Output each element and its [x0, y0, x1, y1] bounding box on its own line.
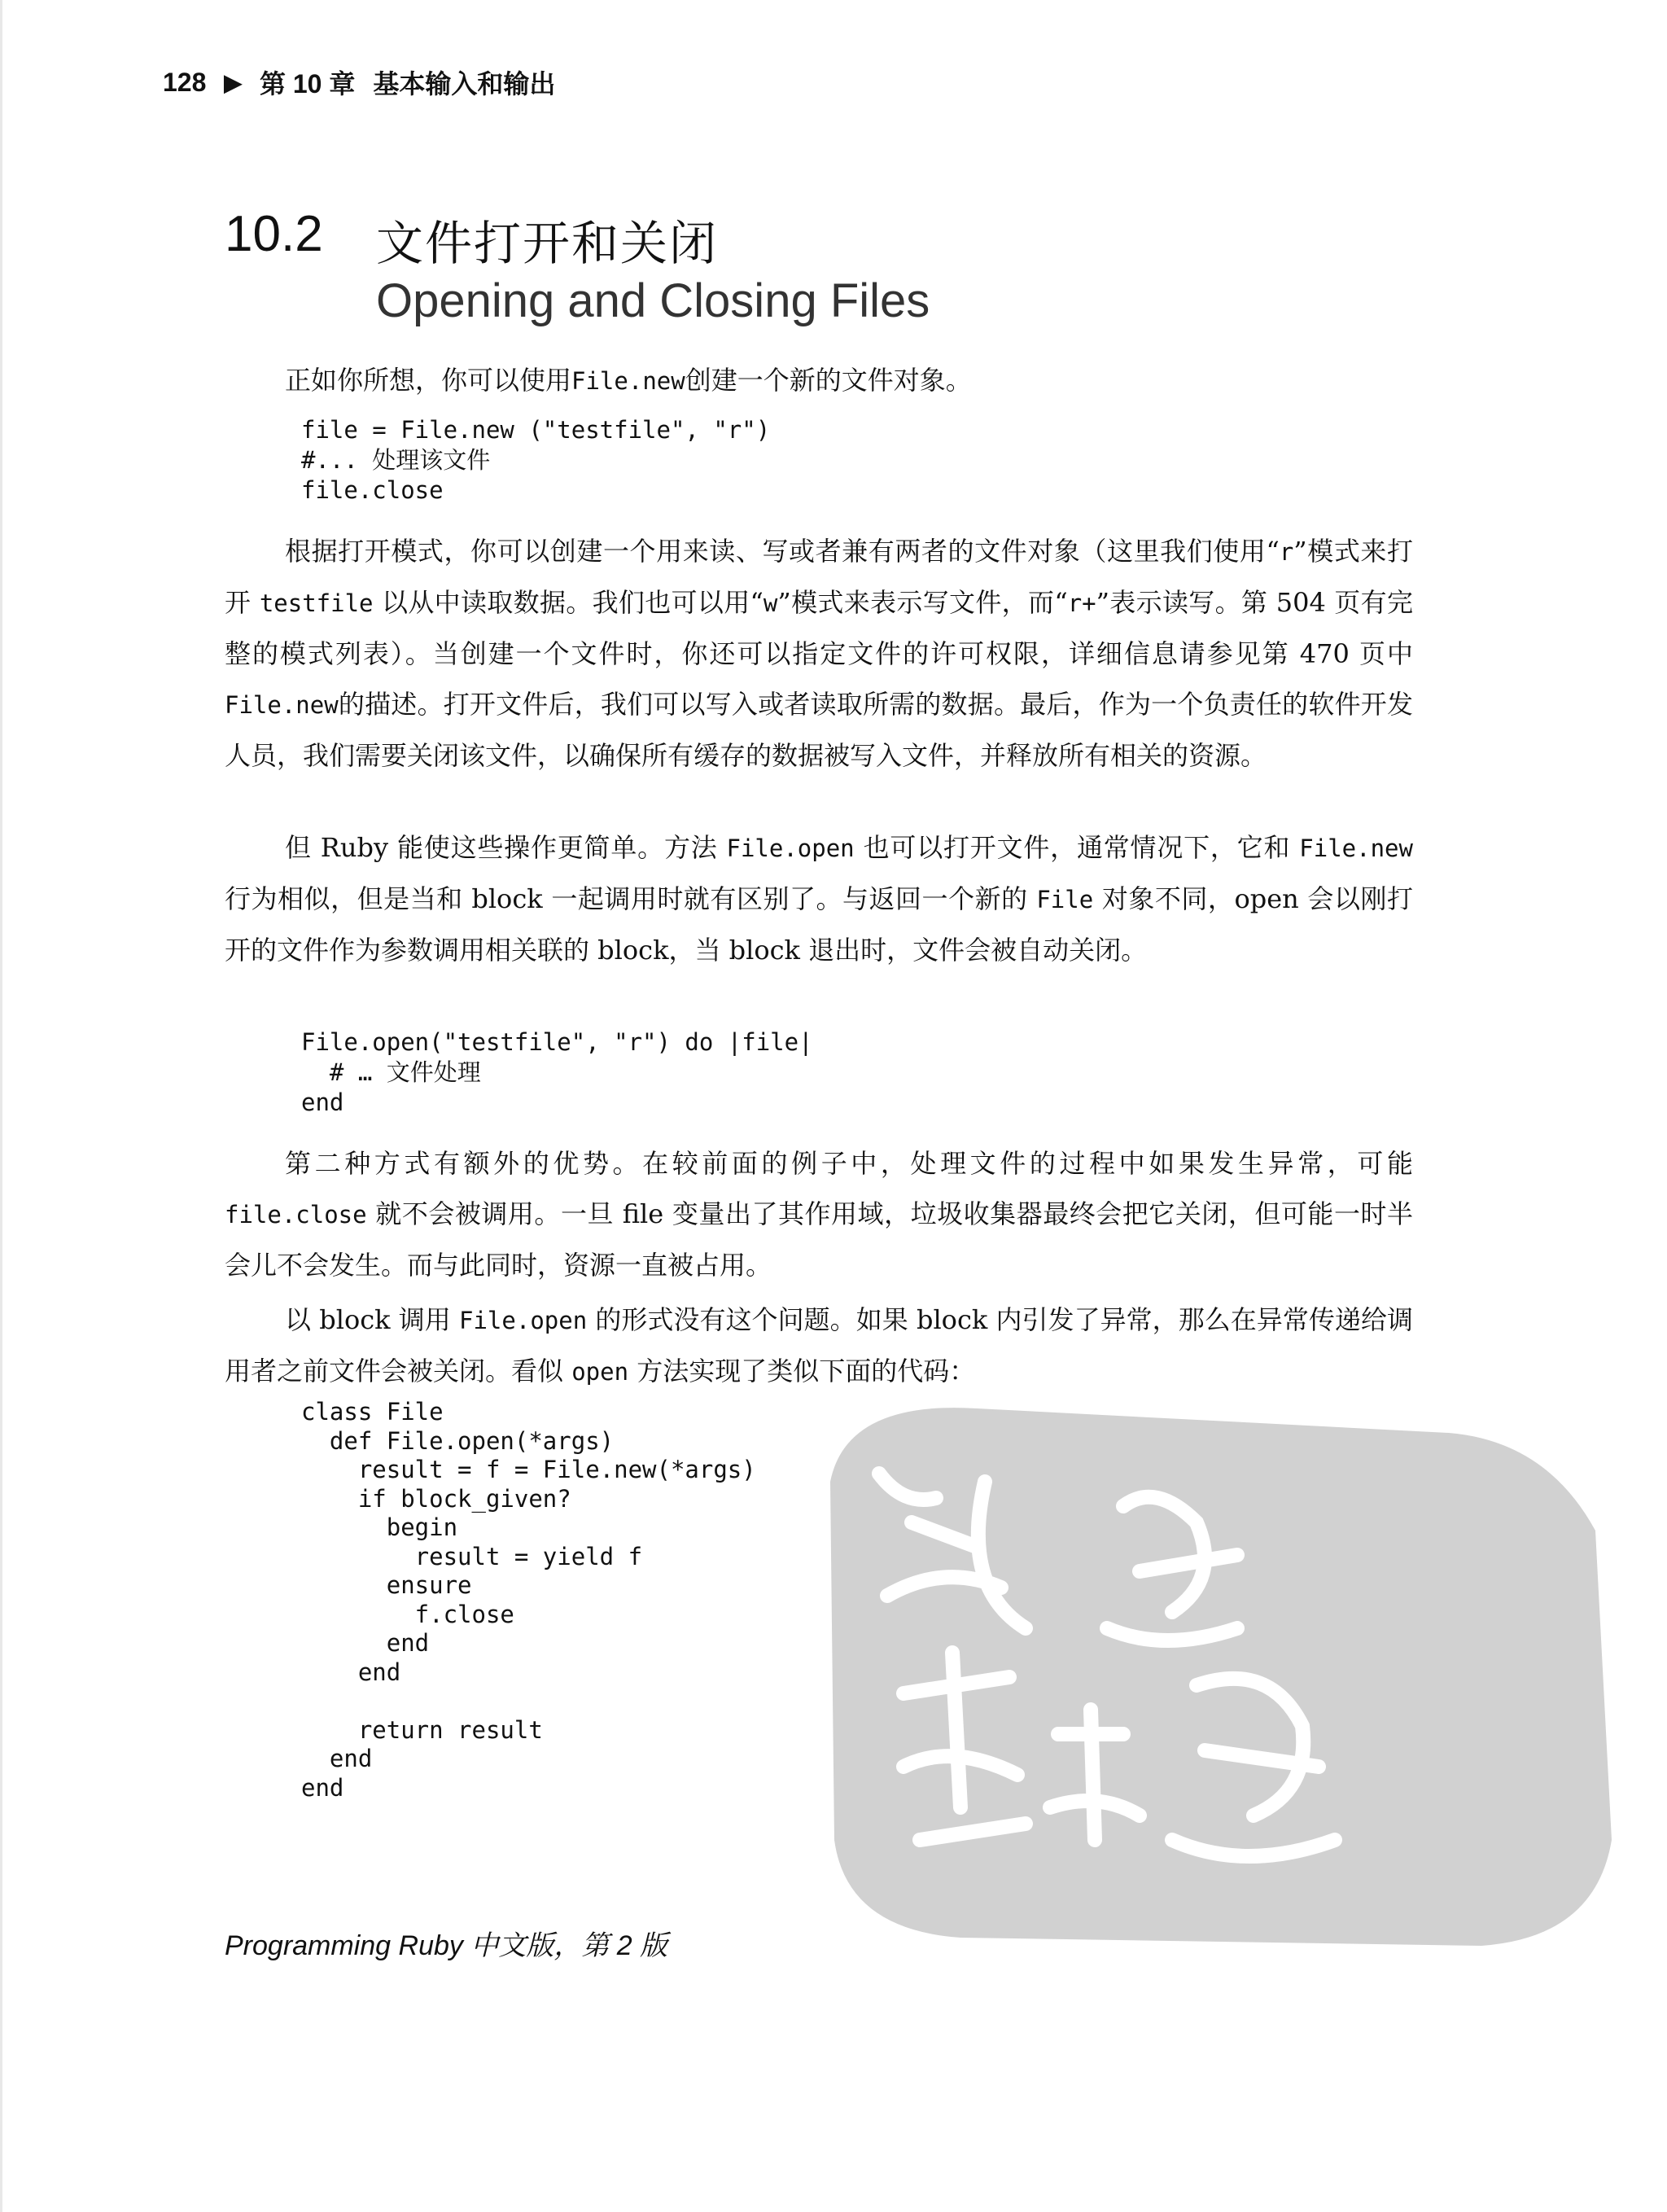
code-block-3: class File def File.open(*args) result = f = File.new(*args) if block_given? begin result = yield f ensure f.close end end return result end end [301, 1398, 756, 1802]
section-title-chinese: 文件打开和关闭 [376, 216, 719, 271]
page-footer: Programming Ruby 中文版，第 2 版 [225, 1930, 668, 1961]
para2-text: 以从中读取数据。我们也可以用“ [373, 587, 763, 618]
inline-code: file.close [225, 1201, 367, 1229]
para4-text: 第二种方式有额外的优势。在较前面的例子中，处理文件的过程中如果发生异常，可能 [285, 1148, 1413, 1179]
inline-code: r [1279, 538, 1294, 566]
para1-text: 正如你所想，你可以使用 [285, 365, 572, 396]
chapter-label: 第 10 章 [259, 69, 356, 99]
para2-text: ”表示读写。第 504 页有完整的模式列表）。当创建一个文件时，你还可以指定文件的许可权限，详细信息请参见第 470 页中 [225, 587, 1413, 669]
paragraph-2 [225, 526, 1413, 781]
inline-code: r+ [1067, 589, 1096, 617]
inline-code: File.open [459, 1307, 588, 1334]
para5-text: 的形式没有这个问题。如果 block 内引发了异常，那么在异常传递给调用者之前文件会被关闭。看似 [225, 1304, 1413, 1386]
paragraph-3 [225, 822, 1413, 975]
paragraph-4 [225, 1138, 1413, 1290]
para2-text: ”模式来表示写文件，而“ [777, 587, 1068, 618]
inline-code: File.new [571, 367, 685, 395]
para2-text: 根据打开模式，你可以创建一个用来读、写或者兼有两者的文件对象（这里我们使用“ [285, 536, 1280, 567]
paragraph-1 [225, 355, 1413, 406]
chapter-title: 基本输入和输出 [373, 69, 556, 99]
inline-code: File.new [1299, 834, 1413, 862]
inline-code: w [763, 589, 778, 617]
para4-text: 就不会被调用。一旦 file 变量出了其作用域，垃圾收集器最终会把它关闭，但可能一时半会儿不会发生。而与此同时，资源一直被占用。 [225, 1198, 1413, 1281]
inline-code: File.new [225, 691, 339, 719]
arrow-icon: ▶ [224, 69, 242, 95]
code-block-1: file = File.new ("testfile", "r") #... 处理该文件 file.close [301, 416, 771, 504]
inline-code: File.open [726, 834, 855, 862]
para2-text: 的描述。打开文件后，我们可以写入或者读取所需的数据。最后，作为一个负责任的软件开发人员，我们需要关闭该文件，以确保所有缓存的数据被写入文件，并释放所有相关的资源。 [225, 689, 1413, 771]
para3-text: 行为相似，但是当和 block 一起调用时就有区别了。与返回一个新的 [225, 883, 1037, 914]
para5-text: 方法实现了类似下面的代码： [628, 1356, 976, 1386]
inline-code: testfile [259, 589, 374, 617]
para1-text: 创建一个新的文件对象。 [685, 365, 972, 396]
para3-text: 但 Ruby 能使这些操作更简单。方法 [285, 832, 727, 863]
para5-text: 以 block 调用 [285, 1304, 460, 1335]
para2-text: ”模式来打开 [225, 536, 1413, 618]
page-number: 128 [163, 67, 207, 97]
section-number: 10.2 [225, 206, 323, 262]
inline-code: File [1036, 886, 1094, 913]
para3-text: 也可以打开文件，通常情况下，它和 [854, 832, 1300, 863]
page-edge [0, 0, 2, 2212]
running-head [163, 64, 555, 101]
para3-text: 对象不同，open 会以刚打开的文件作为参数调用相关联的 block，当 block 退出时，文件会被自动关闭。 [225, 883, 1413, 966]
seal-stamp-image [814, 1384, 1628, 1954]
code-block-2: File.open("testfile", "r") do |file| # … 文件处理 end [301, 1028, 813, 1116]
section-title-english: Opening and Closing Files [376, 274, 930, 327]
paragraph-5 [225, 1294, 1413, 1397]
inline-code: open [571, 1358, 629, 1386]
